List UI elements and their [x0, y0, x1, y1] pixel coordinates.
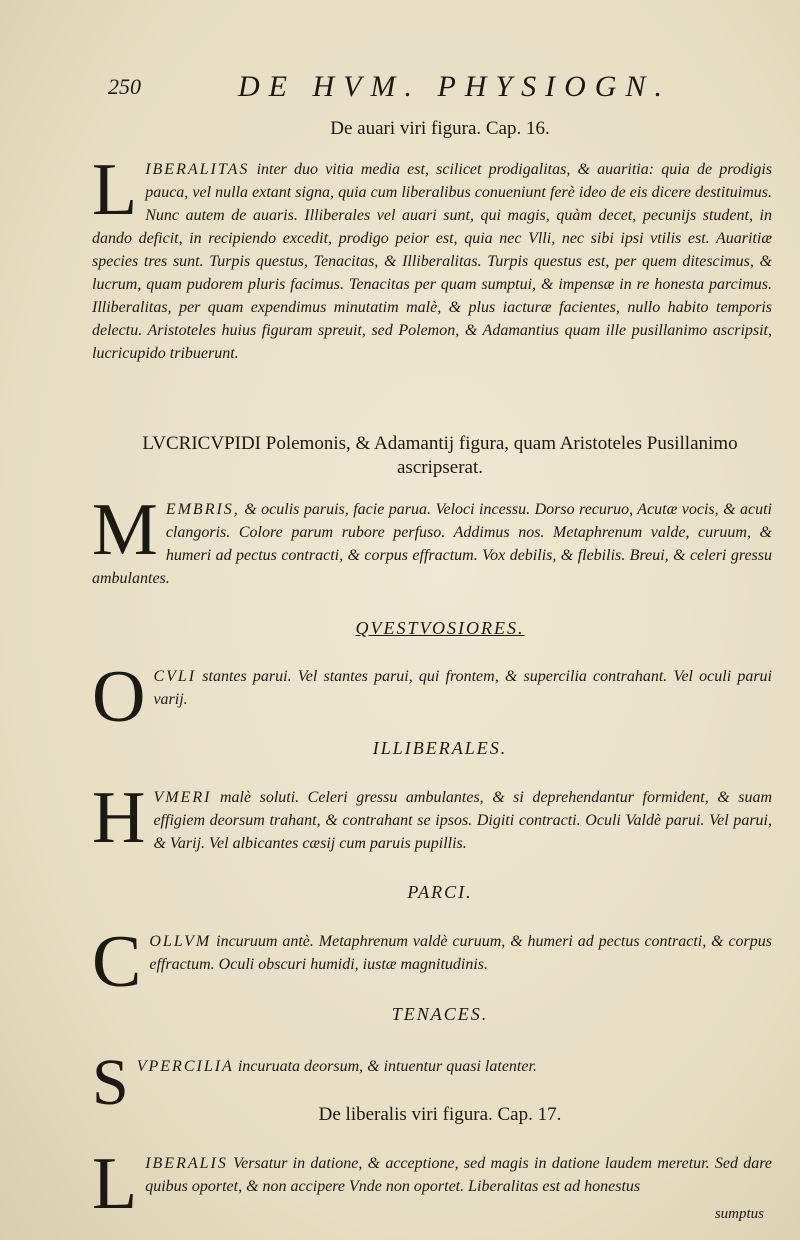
section-heading: PARCI.: [407, 882, 473, 902]
page-header: [108, 70, 760, 106]
paragraph-lead: IBERALIS: [145, 1155, 228, 1172]
drop-cap: H: [92, 777, 146, 859]
section-heading: ILLIBERALES.: [372, 738, 508, 758]
paragraph-collum: [92, 921, 773, 1003]
paragraph-lead: EMBRIS,: [165, 501, 240, 518]
drop-cap: L: [92, 1143, 138, 1225]
paragraph-text: & oculis paruis, facie parua. Veloci incessu. Dorso recuruo, Acutæ vocis, & acuti clangoris. Colore parum rubore perfuso. Addimus nos. Metaphrenum valde, curuum, & humeri ad pectus contracti, & corpus effractum. Vox debilis, & flebilis. Breui, & celeri gressu ambulantes.: [92, 501, 772, 587]
paragraph-liberalitas: [92, 149, 772, 408]
paragraph-humeri: [92, 777, 772, 861]
running-head: DE HVM. PHYSIOGN.: [238, 70, 671, 103]
drop-cap: C: [92, 921, 142, 1003]
paragraph-lead: VPERCILIA: [136, 1058, 234, 1075]
paragraph-text: incuruum antè. Metaphrenum valdè curuum, & humeri ad pectus contracti, & corpus effractum. Oculi obscuri humidi, iustæ magnitudinis.: [149, 933, 773, 973]
drop-cap: M: [92, 489, 158, 571]
paragraph-text: stantes parui. Vel stantes parui, qui frontem, & supercilia contrahant. Vel oculi parui varij.: [153, 668, 772, 708]
page-number: 250: [108, 74, 141, 99]
paragraph-membris: [92, 489, 772, 598]
drop-cap: O: [92, 656, 146, 738]
paragraph-text: malè soluti. Celeri gressu ambulantes, & si deprehendantur formident, & suam effigiem deorsum trahant, & contrahant se ipsos. Digiti contracti. Oculi Valdè parui. Vel parui, & Varij. Vel albicantes cæsij cum paruis pupillis.: [153, 789, 772, 852]
drop-cap: L: [92, 149, 138, 231]
section-heading: QVESTVOSIORES.: [355, 618, 525, 638]
paragraph-text: Versatur in datione, & acceptione, sed magis in datione laudem meretur. Sed dare quibus oportet, & non accipere Vnde non oportet. Liberalitas est ad honestus: [145, 1155, 773, 1195]
catchword: sumptus: [714, 1206, 764, 1222]
paragraph-lead: VMERI: [153, 789, 212, 806]
chapter-title: De liberalis viri figura. Cap. 17.: [318, 1104, 562, 1125]
paragraph-lead: IBERALITAS: [145, 161, 250, 178]
chapter-title: De auari viri figura. Cap. 16.: [330, 118, 550, 139]
paragraph-text: incuruata deorsum, & intuentur quasi latenter.: [237, 1058, 537, 1075]
paragraph-lead: CVLI: [153, 668, 197, 685]
chapter-title: LVCRICVPIDI Polemonis, & Adamantij figura, quam Aristoteles Pusillanimo ascripserat.: [142, 433, 738, 478]
drop-cap: S: [92, 1046, 129, 1119]
paragraph-oculi: [92, 656, 772, 738]
paragraph-text: inter duo vitia media est, scilicet prodigalitas, & auaritia: quia de prodigis pauca, vel nulla extant signa, quia cum liberalibus conueniunt ferè ideo de eis dicere destituimus. Nunc autem de auaris. Illiberales vel auari sunt, qui magis, quàm decet, pecunijs student, in dando deficit, in recipiendo excedit, prodigo peior est, quia nec Vlli, nec sibi ipsi vtilis est. Auaritiæ species tres sunt. Turpis questus, Tenacitas, & Illiberalitas. Turpis questus est, per quem ditescimus, & lucrum, quam pudorem pluris facimus. Tenacitas per quam sumptui, & impensæ in re honesta parcimus. Illiberalitas, per quam expendimus minutatim malè, & plus iacturæ facientes, nullo habito temporis delectu. Aristoteles huius figuram spreuit, sed Polemon, & Adamantius quam ille pusillanimo ascripsit, lucricupido tribuerunt.: [92, 161, 772, 362]
paragraph-lead: OLLVM: [149, 933, 212, 950]
section-heading: TENACES.: [391, 1004, 489, 1024]
